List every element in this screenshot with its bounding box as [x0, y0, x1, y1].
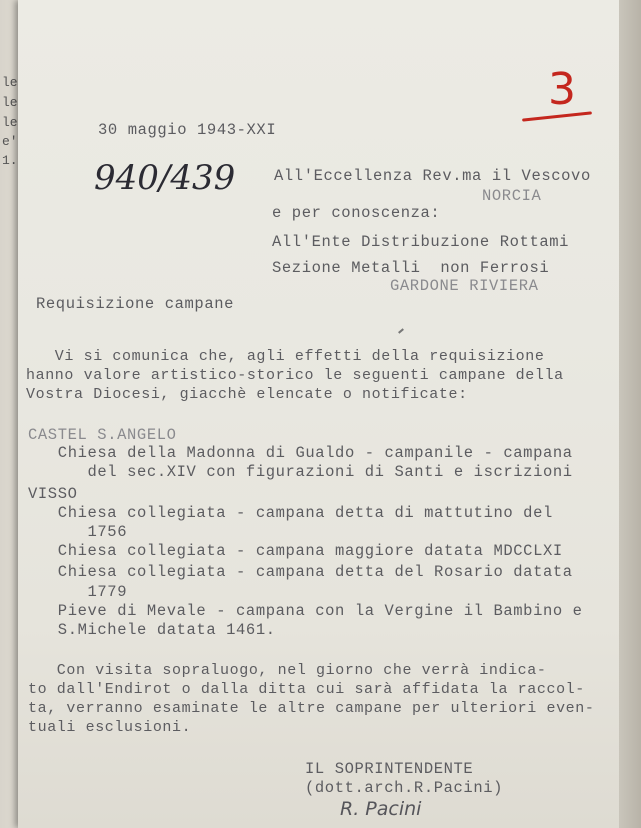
letter-date: 30 maggio 1943-XXI — [98, 121, 277, 139]
bell-entry: Chiesa della Madonna di Gualdo - campanile - campana — [38, 444, 573, 462]
bell-entry: Chiesa collegiata - campana maggiore datata MDCCLXI — [38, 542, 563, 560]
bell-entry: 1779 — [38, 583, 128, 601]
bell-entry: Chiesa collegiata - campana detta del Rosario datata — [38, 563, 573, 581]
bell-entry: Pieve di Mevale - campana con la Vergine il Bambino e — [38, 602, 583, 620]
bell-entry: S.Michele datata 1461. — [38, 621, 276, 639]
underlying-text-fragment: e' — [2, 134, 18, 149]
recipient-city: NORCIA — [482, 187, 542, 205]
cc-recipient-city: GARDONE RIVIERA — [390, 277, 539, 295]
page-number-mark: 3 — [548, 64, 576, 115]
subject-line: Requisizione campane — [36, 295, 235, 313]
signatory-title: IL SOPRINTENDENTE — [305, 760, 474, 778]
closing-line: tuali esclusioni. — [28, 719, 192, 736]
recipient-line-1: All'Eccellenza Rev.ma il Vescovo — [274, 167, 591, 185]
protocol-number: 940/439 — [94, 158, 236, 198]
list-place-heading: CASTEL S.ANGELO — [28, 426, 177, 444]
bell-entry: Chiesa collegiata - campana detta di mattutino del — [38, 504, 553, 522]
intro-line: hanno valore artistico-storico le seguenti campane della — [26, 367, 564, 384]
closing-line: ta, verranno esaminate le altre campane per ulteriori even- — [28, 700, 595, 717]
underlying-text-fragment: le — [2, 75, 18, 90]
handwritten-signature: R. Pacini — [340, 798, 422, 820]
underlying-text-fragment: le — [2, 115, 18, 130]
closing-line: Con visita sopraluogo, nel giorno che verrà indica- — [28, 662, 547, 679]
underlying-text-fragment: 1. — [2, 153, 18, 168]
intro-line: Vostra Diocesi, giacchè elencate o notificate: — [26, 386, 468, 403]
cc-recipient-line-2: Sezione Metalli non Ferrosi — [272, 259, 550, 277]
closing-line: to dall'Endirot o dalla ditta cui sarà affidata la raccol- — [28, 681, 585, 698]
list-place-heading: VISSO — [28, 485, 78, 503]
bell-entry: del sec.XIV con figurazioni di Santi e iscrizioni — [38, 463, 573, 481]
underlying-text-fragment: le — [2, 95, 18, 110]
cc-recipient-line-1: All'Ente Distribuzione Rottami — [272, 233, 570, 251]
cc-label: e per conoscenza: — [272, 204, 441, 222]
intro-line: Vi si comunica che, agli effetti della requisizione — [26, 348, 545, 365]
sheet-edge — [619, 0, 641, 828]
signatory-name: (dott.arch.R.Pacini) — [305, 779, 504, 797]
bell-entry: 1756 — [38, 523, 128, 541]
